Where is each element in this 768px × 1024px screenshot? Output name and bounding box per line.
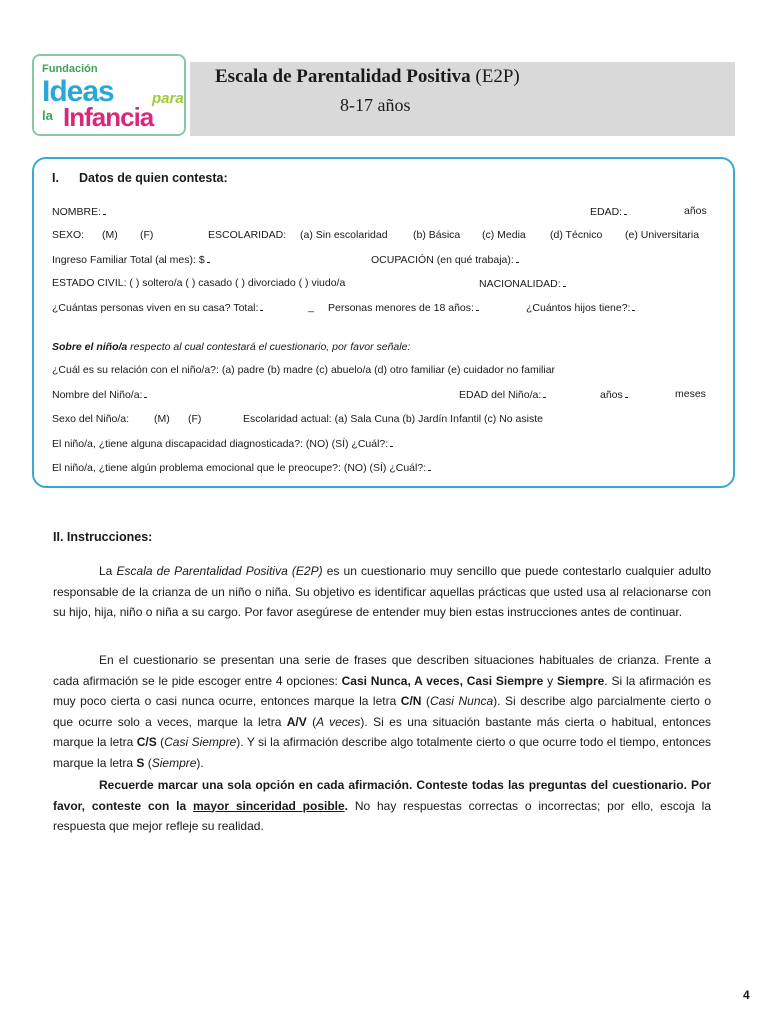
p2-code-av: A/V: [286, 714, 307, 729]
ingreso-field[interactable]: [52, 253, 210, 266]
foundation-logo: [32, 54, 186, 136]
section1-number: I.: [52, 171, 59, 185]
edad-nino-years-blank[interactable]: [625, 388, 628, 398]
emocional-field[interactable]: [52, 461, 431, 474]
relacion-options[interactable]: ¿Cuál es su relación con el niño/a?: (a) padre (b) madre (c) abuelo/a (d) otro familiar (e) cuidador no familiar: [52, 364, 556, 376]
p2-siempre: Siempre: [556, 673, 605, 688]
p2-code-cs-name: Casi Siempre: [164, 735, 237, 749]
edad-nino-field[interactable]: [459, 388, 546, 401]
hijos-blank[interactable]: [632, 301, 635, 311]
sexo-option-m[interactable]: (M): [102, 229, 118, 241]
edad-label: EDAD:: [590, 206, 623, 218]
p3-text-a: Recuerde marcar una sola opción en cada afirmación. Conteste todas las preguntas del cuestionario. Por favor, conteste con la: [53, 778, 711, 813]
discapacidad-label: El niño/a, ¿tiene alguna discapacidad diagnosticada?: (NO) (SÍ) ¿Cuál?:: [52, 438, 389, 450]
p2-text-a: En el cuestionario se presentan una serie de frases que describen situaciones habituales de crianza. Frente a cada afirmación se le pide escoger entre 4 opciones:: [53, 653, 711, 688]
escolaridad-option-c[interactable]: (c) Media: [482, 229, 526, 241]
p1-text-b: es un cuestionario muy sencillo que puede contestarlo cualquier adulto responsable de la crianza de un niño o niña. Su objetivo es identificar aquellas prácticas que usted usa al relacionarse con su hijo, hija, niño o niña a su cargo. Por favor asegúrese de entender muy bien estas instrucciones antes de continuar.: [53, 564, 712, 619]
personas-total-field[interactable]: [52, 301, 263, 314]
section1-heading: Datos de quien contesta:: [79, 171, 228, 185]
p1-text-a: La: [99, 564, 117, 578]
p2-code-s: S: [136, 755, 145, 770]
p2-options: Casi Nunca, A veces, Casi Siempre: [341, 673, 544, 688]
p3-underlined: mayor sinceridad posible: [192, 798, 345, 813]
estado-civil-options[interactable]: ESTADO CIVIL: ( ) soltero/a ( ) casado ( ) divorciado ( ) viudo/a: [52, 277, 346, 289]
logo-la: la: [42, 108, 53, 123]
personas-total-blank[interactable]: [260, 301, 263, 311]
nombre-nino-field[interactable]: [52, 388, 147, 401]
menores-field[interactable]: [328, 301, 479, 314]
p2-text-b: . Si la afirmación es muy poco cierta o casi nunca ocurre, entonces marque la letra: [53, 673, 711, 708]
section2-heading: II. Instrucciones:: [53, 530, 153, 544]
escolaridad-option-e[interactable]: (e) Universitaria: [625, 229, 700, 241]
nacionalidad-blank[interactable]: [563, 277, 566, 287]
title-bar: [190, 62, 735, 136]
escolaridad-label: ESCOLARIDAD:: [208, 229, 287, 241]
ocupacion-label: OCUPACIÓN (en qué trabaja):: [371, 254, 514, 266]
nacionalidad-field[interactable]: [479, 277, 566, 290]
p2-and: y: [543, 673, 557, 688]
edad-units: años: [684, 205, 707, 217]
sexo-label: SEXO:: [52, 229, 85, 241]
child-subheading-rest: respecto al cual contestará el cuestionario, por favor señale:: [127, 341, 411, 353]
logo-fundacion: Fundación: [42, 63, 98, 75]
emocional-blank[interactable]: [428, 461, 431, 471]
discapacidad-field[interactable]: [52, 437, 393, 450]
nombre-blank[interactable]: [103, 205, 106, 215]
sexo-nino-label: Sexo del Niño/a:: [52, 413, 130, 425]
nacionalidad-label: NACIONALIDAD:: [479, 278, 561, 290]
page-title: [215, 66, 520, 88]
hijos-field[interactable]: [526, 301, 635, 314]
sexo-option-f[interactable]: (F): [140, 229, 154, 241]
menores-blank[interactable]: [476, 301, 479, 311]
edad-field[interactable]: [590, 205, 627, 218]
menores-label: Personas menores de 18 años:: [328, 302, 474, 314]
ocupacion-blank[interactable]: [516, 253, 519, 263]
instructions-paragraph-1: [53, 561, 711, 623]
ingreso-label: Ingreso Familiar Total (al mes): $: [52, 254, 205, 266]
title-text: Escala de Parentalidad Positiva: [215, 66, 471, 87]
p2-text-f: .: [200, 755, 204, 770]
nombre-nino-blank[interactable]: [144, 388, 147, 398]
title-abbr: (E2P): [475, 66, 520, 87]
personas-total-label: ¿Cuántas personas viven en su casa? Total:: [52, 302, 259, 314]
escolaridad-option-b[interactable]: (b) Básica: [413, 229, 461, 241]
page-number: 4: [743, 988, 750, 1002]
discapacidad-blank[interactable]: [390, 437, 393, 447]
nombre-nino-label: Nombre del Niño/a:: [52, 389, 143, 401]
emocional-label: El niño/a, ¿tiene algún problema emocional que le preocupe?: (NO) (SÍ) ¿Cuál?:: [52, 462, 427, 474]
p2-code-av-name: A veces: [316, 714, 361, 729]
p2-text-c: . Si describe algo parcialmente cierto o que ocurre solo a veces, marque la letra: [53, 694, 711, 729]
nombre-field[interactable]: [52, 205, 106, 218]
personas-dash: _: [308, 301, 314, 313]
instructions-paragraph-3: Recuerde marcar una sola opción en cada afirmación. Conteste todas las preguntas del cuestionario. Por favor, conteste con la mayor sinceridad posible. No hay respuestas correctas o incorrectas; por ello, escoja la respuesta que mejor refleje su realidad.: [53, 778, 712, 833]
p3-text-b: No hay respuestas correctas o incorrectas; por ello, escoja la respuesta que mejor refleje su realidad.: [53, 798, 712, 833]
edad-blank[interactable]: [624, 205, 627, 215]
edad-nino-label: EDAD del Niño/a:: [459, 389, 542, 401]
logo-infancia: Infancia: [63, 102, 154, 132]
p2-text-d: . Si es una situación bastante más cierta o habitual, entonces marque la letra: [53, 714, 711, 749]
logo-para: para: [152, 90, 184, 107]
edad-nino-years[interactable]: [600, 388, 628, 401]
p2-code-cn: C/N: [400, 694, 422, 708]
instructions-paragraph-2: En el cuestionario se presentan una serie de frases que describen situaciones habituales de crianza. Frente a cada afirmación se le pide escoger entre 4 opciones: Casi Nunca, A veces, Casi Siempre y Siempre. Si la afirmación es muy poco cierta o casi nunca ocurre, entonces marque la letra C/N (Casi Nunca). Si describe algo parcialmente cierto o que ocurre solo a veces, marque la letra A/V (A veces). Si es una situación bastante más cierta o habitual, entonces marque la letra C/S (Casi Siempre). Y si la afirmación describe algo totalmente cierto o que ocurre todo el tiempo, entonces marque la letra S (Siempre).: [53, 653, 711, 770]
nombre-label: NOMBRE:: [52, 206, 102, 218]
p2-code-s-name: Siempre: [151, 755, 197, 770]
sexo-nino-option-m[interactable]: (M): [154, 413, 170, 425]
p2-code-cs: C/S: [136, 735, 157, 749]
escolaridad-option-a[interactable]: (a) Sin escolaridad: [300, 229, 388, 241]
ocupacion-field[interactable]: [371, 253, 519, 266]
p2-code-cn-name: Casi Nunca: [429, 694, 494, 708]
child-subheading: [52, 341, 410, 353]
edad-nino-months: meses: [675, 388, 706, 400]
hijos-label: ¿Cuántos hijos tiene?:: [526, 302, 631, 314]
p1-scale-name: Escala de Parentalidad Positiva (E2P): [116, 564, 323, 578]
logo-ideas: Ideas: [42, 75, 114, 108]
edad-nino-blank[interactable]: [543, 388, 546, 398]
escolaridad-actual-options[interactable]: Escolaridad actual: (a) Sala Cuna (b) Jardín Infantil (c) No asiste: [243, 413, 543, 425]
edad-nino-years-label: años: [600, 389, 623, 401]
ingreso-blank[interactable]: [207, 253, 210, 263]
child-subheading-bold: Sobre el niño/a: [52, 341, 128, 353]
sexo-nino-option-f[interactable]: (F): [188, 413, 202, 425]
page-subtitle: 8-17 años: [340, 95, 411, 115]
escolaridad-option-d[interactable]: (d) Técnico: [550, 229, 603, 241]
p2-text-e: . Y si la afirmación describe algo totalmente cierto o que ocurre todo el tiempo, entonces marque la letra: [53, 735, 711, 770]
